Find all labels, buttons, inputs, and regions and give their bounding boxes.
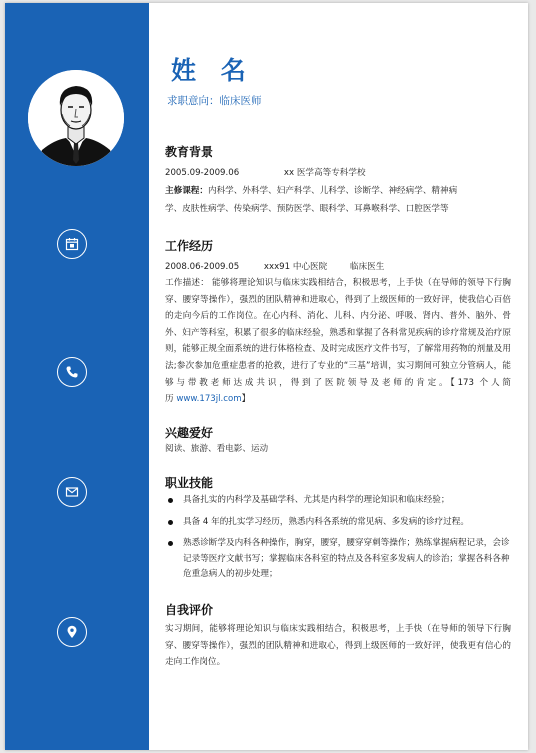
skills-title: 职业技能 xyxy=(165,476,214,490)
list-item: 具备扎实的内科学及基础学科、尤其是内科学的理论知识和临床经验； xyxy=(165,493,511,509)
skills-list xyxy=(165,493,511,589)
education-line xyxy=(165,166,366,178)
avatar-portrait xyxy=(28,70,124,166)
job-intent: 求职意向：临床医师 xyxy=(167,95,262,107)
list-item: 熟悉诊断学及内科各种操作，胸穿，腰穿，腰穿穿刺等操作；熟练掌握病程记录，会诊记录等医疗文献书写；掌握临床各科室的特点及各科室多发病人的诊治；掌握各科各种危重急病人的初步处理； xyxy=(165,536,511,583)
source-text: 【173 个人简历 xyxy=(165,377,511,405)
sidebar xyxy=(5,3,149,750)
avatar xyxy=(28,70,124,166)
education-courses-line2: 学、皮肤性病学、传染病学、预防医学、眼科学、耳鼻喉科学、口腔医学等 xyxy=(165,204,449,214)
education-period: 2005.09-2009.06 xyxy=(165,168,240,178)
main-content xyxy=(149,3,528,750)
work-description xyxy=(165,275,511,408)
location-icon xyxy=(57,617,87,647)
work-org: xxx91 中心医院 xyxy=(263,262,328,272)
source-close: 】 xyxy=(241,394,251,405)
list-item: 具备 4 年的扎实学习经历，熟悉内科各系统的常见病、多发病的诊疗过程。 xyxy=(165,515,511,531)
work-role: 临床医生 xyxy=(349,262,385,272)
self-eval-title: 自我评价 xyxy=(165,603,214,617)
candidate-name: 姓 名 xyxy=(171,56,254,85)
mail-icon xyxy=(57,477,87,507)
hobbies-text: 阅读、旅游、看电影、运动 xyxy=(165,444,269,454)
courses-label: 主修课程： xyxy=(165,186,208,196)
education-school: xx 医学高等专科学校 xyxy=(283,168,366,178)
source-site: www.173jl.com xyxy=(176,394,242,405)
work-line xyxy=(165,260,384,272)
hobbies-title: 兴趣爱好 xyxy=(165,426,214,440)
education-title: 教育背景 xyxy=(165,145,214,159)
work-title: 工作经历 xyxy=(165,239,214,253)
courses-text-1: 内科学、外科学、妇产科学、儿科学、诊断学、神经病学、精神病 xyxy=(207,186,458,196)
resume-page xyxy=(5,3,528,750)
self-eval-text: 实习期间，能够将理论知识与临床实践相结合，积极思考，上手快（在导师的领导下行胸穿、腰穿等操作），强烈的团队精神和进取心，得到上级医师的一致好评，使我更有信心的走向工作岗位。 xyxy=(165,624,511,668)
work-period: 2008.06-2009.05 xyxy=(165,262,240,272)
phone-icon xyxy=(57,357,87,387)
calendar-icon xyxy=(57,229,87,259)
work-description-text: 工作描述： 能够将理论知识与临床实践相结合，积极思考，上手快（在导师的领导下行胸穿、腰穿等操作），强烈的团队精神和进取心，得到了上级医师的一致好评，使我信心百倍的走向今后的工作岗位。在心内科、消化、儿科、内分泌、呼吸、肾内、普外、脑外、骨外、妇产等科室，积累了很多的临床经验，熟悉和掌握了各科常见疾病的诊疗常规及治疗原则，能够正规全面系统的进行体格检查、及时完成医疗文件书写，了解常用药物的剂量及用法;参次参加危重症患者的抢救，进行了专业的“三基”培训，实习期间可独立分管病人，能够与带教老师达成共识，得到了医院领导及老师的肯定。 xyxy=(165,278,511,388)
education-courses-line1 xyxy=(165,184,457,196)
